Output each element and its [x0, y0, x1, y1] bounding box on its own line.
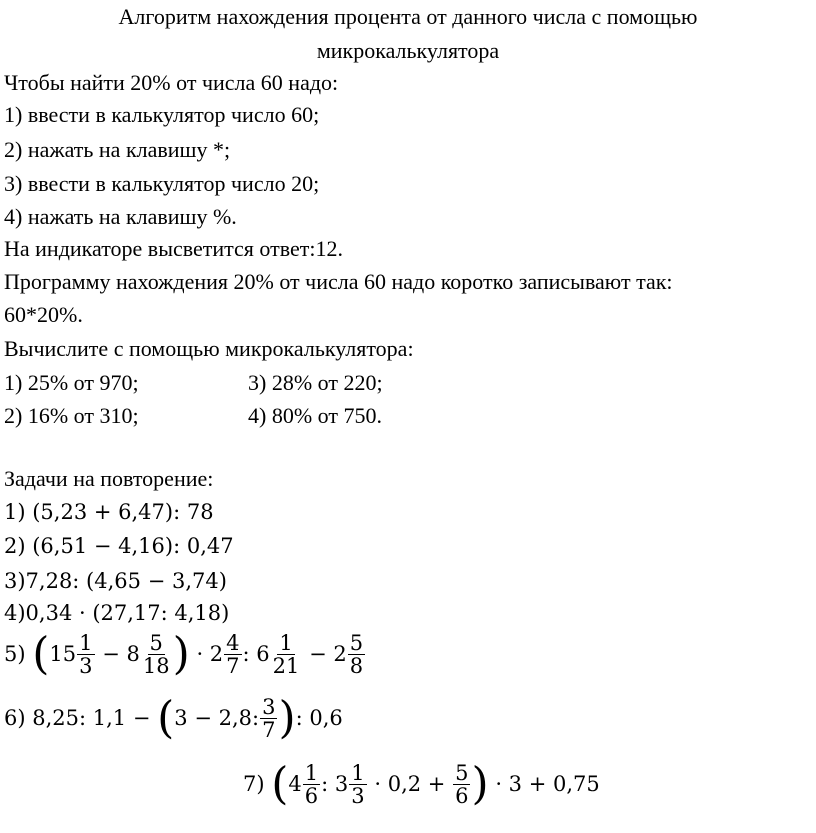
review-problem-7: [243, 758, 600, 810]
step-2: 2) нажать на клавишу *;: [4, 137, 231, 162]
p5-minus-2: − 2: [309, 642, 347, 667]
p5-fraction-1: $\frac{1}{3}$: [79, 631, 93, 679]
p7-label: 7): [243, 772, 265, 797]
p5-whole-1: 15: [49, 642, 77, 667]
p5-fraction-4: $\frac{1}{21}$: [272, 631, 300, 679]
p5-minus: − 8: [102, 642, 140, 667]
review-problem-2: 2) (6,51 − 4,16): 0,47: [4, 534, 234, 558]
task-heading: Вычислите с помощью микрокалькулятора:: [4, 336, 414, 361]
review-problem-1: 1) (5,23 + 6,47): 78: [4, 500, 214, 524]
task-1: 1) 25% от 970;: [4, 370, 139, 395]
p5-times: · 2: [196, 642, 224, 667]
right-paren: ): [278, 692, 296, 744]
step-4: 4) нажать на клавишу %.: [4, 204, 237, 229]
left-paren: (: [157, 692, 175, 744]
p7-fraction-2: $\frac{1}{3}$: [351, 761, 365, 809]
task-2: 2) 16% от 310;: [4, 403, 139, 428]
intro-text: Чтобы найти 20% от числа 60 надо:: [4, 70, 339, 95]
p6-label: 6): [4, 706, 26, 731]
p5-fraction-3: $\frac{4}{7}$: [226, 631, 240, 679]
left-paren: (: [271, 758, 289, 810]
p7-mid: · 0,2 +: [374, 772, 446, 797]
review-problem-5: [4, 628, 366, 680]
p6-fraction-1: $\frac{3}{7}$: [262, 695, 276, 743]
p7-post: · 3 + 0,75: [495, 772, 600, 797]
p7-div: : 3: [321, 772, 349, 797]
p6-post: : 0,6: [295, 706, 343, 731]
task-row-2: [4, 405, 804, 427]
step-1: 1) ввести в калькулятор число 60;: [4, 102, 320, 127]
right-paren: ): [172, 628, 190, 680]
answer-text: На индикаторе высветится ответ:12.: [4, 236, 343, 261]
program-line-2: 60*20%.: [4, 302, 83, 327]
p6-pre: 8,25: 1,1 −: [32, 706, 151, 731]
task-3: 3) 28% от 220;: [248, 370, 383, 395]
left-paren: (: [32, 628, 50, 680]
p5-label: 5): [4, 642, 26, 667]
task-4: 4) 80% от 750.: [248, 403, 382, 428]
p7-whole-1: 4: [288, 772, 302, 797]
p7-fraction-3: $\frac{5}{6}$: [455, 761, 469, 809]
review-problem-4: 4)0,34 · (27,17: 4,18): [4, 601, 230, 625]
step-3: 3) ввести в калькулятор число 20;: [4, 171, 320, 196]
p6-inner: 3 − 2,8:: [174, 706, 260, 731]
task-row-1: [4, 372, 804, 394]
p5-fraction-2: $\frac{5}{18}$: [142, 631, 170, 679]
p7-fraction-1: $\frac{1}{6}$: [304, 761, 319, 809]
review-problem-3: 3)7,28: (4,65 − 3,74): [4, 569, 227, 593]
title-line-1: Алгоритм нахождения процента от данного числа с помощью: [118, 4, 698, 29]
title-line-2: микрокалькулятора: [316, 38, 500, 63]
review-problem-6: [4, 692, 343, 744]
p5-fraction-5: $\frac{5}{8}$: [349, 631, 364, 679]
p5-div: : 6: [242, 642, 270, 667]
right-paren: ): [471, 758, 489, 810]
program-line-1: Программу нахождения 20% от числа 60 надо коротко записывают так:: [4, 269, 673, 294]
review-heading: Задачи на повторение:: [4, 466, 214, 491]
